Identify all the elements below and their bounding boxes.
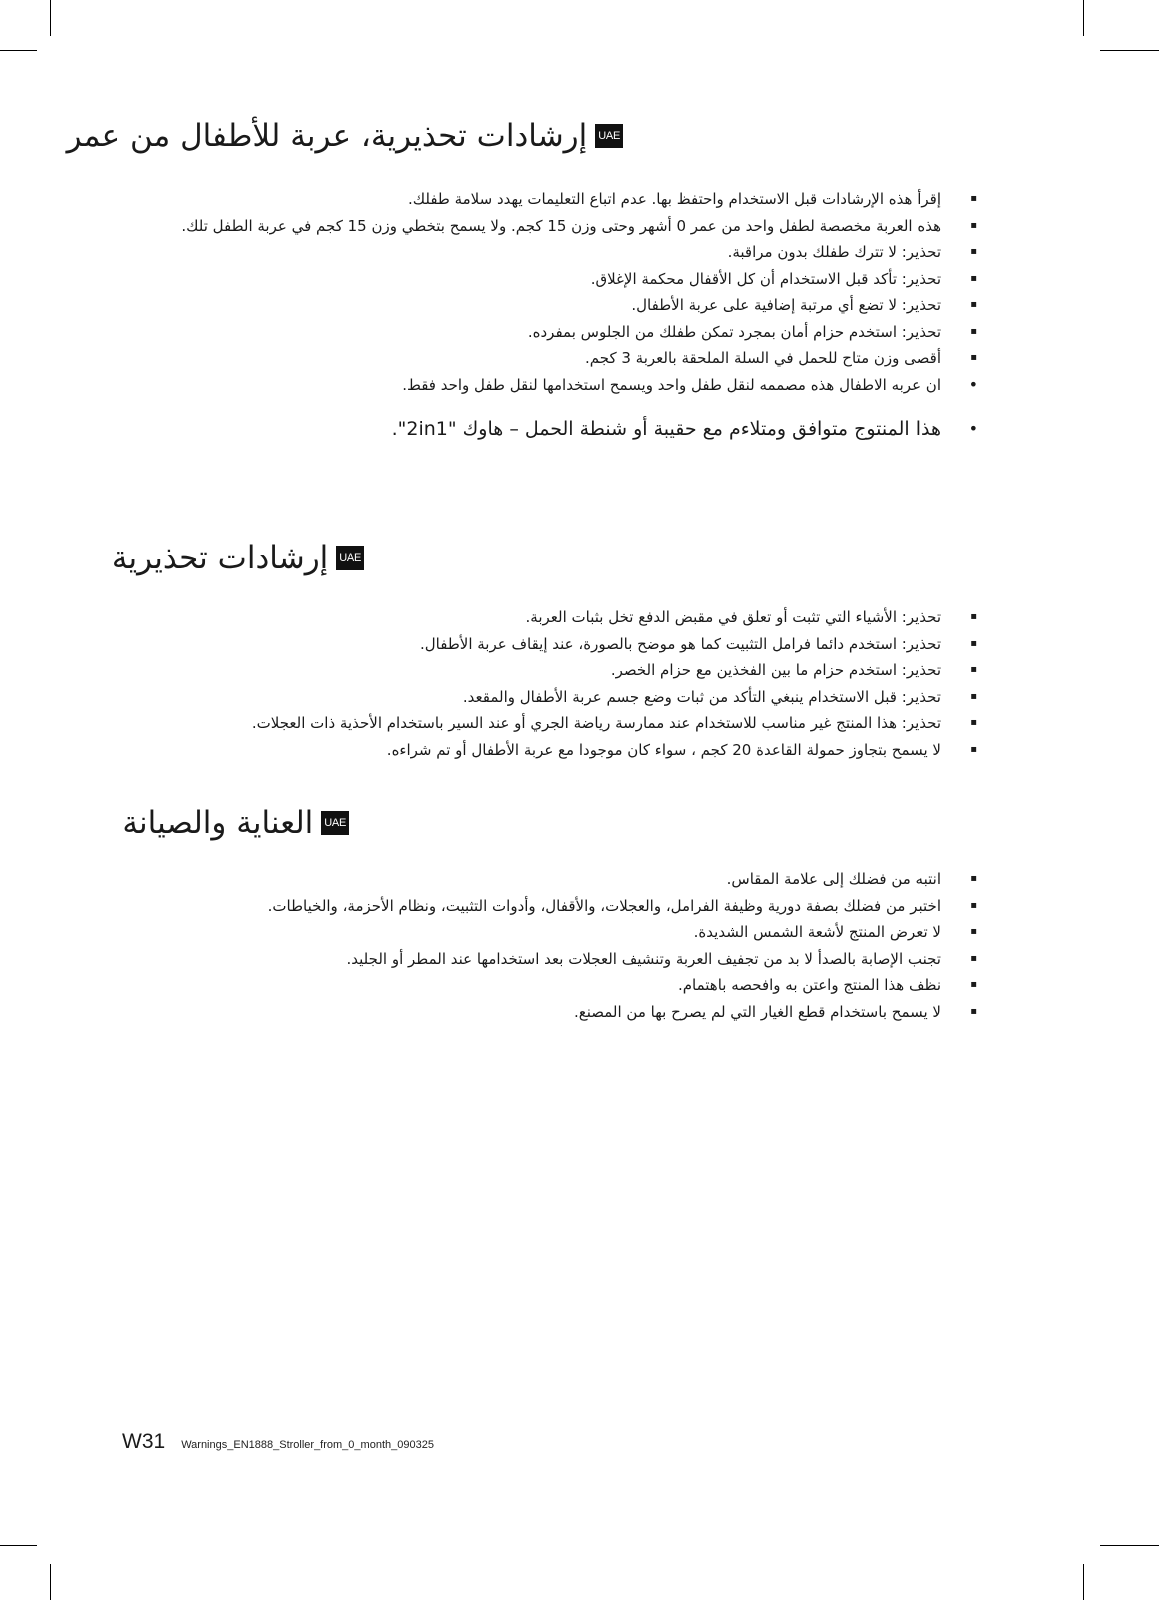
list-item: ▪ تحذير: لا تضع أي مرتبة إضافية على عربة الأطفال. [181,292,981,319]
list-item: ▪ تحذير: قبل الاستخدام ينبغي التأكد من ثبات وضع جسم عربة الأطفال والمقعد. [252,684,981,711]
warning-list [252,604,981,763]
list-item: • ان عربه الاطفال هذه مصممه لنقل طفل واحد ويسمح استخدامها لنقل طفل واحد فقط. [181,372,981,399]
uae-badge: UAE [321,811,349,835]
list-item: ▪ لا يسمح بتجاوز حمولة القاعدة 20 كجم ، سواء كان موجودا مع عربة الأطفال أو تم شراءه. [252,737,981,764]
section-title: العناية والصيانة [122,805,314,841]
list-item: ▪ اختبر من فضلك بصفة دورية وظيفة الفرامل، والعجلات، والأقفال، وأدوات التثبيت، ونظام الأحزمة، والخياطات. [268,893,981,920]
list-item: ▪ هذه العربة مخصصة لطفل واحد من عمر 0 أشهر وحتى وزن 15 كجم. ولا يسمح بتخطي وزن 15 كجم في عربة الطفل تلك. [181,213,981,240]
list-item: ▪ تحذير: استخدم دائما فرامل التثبيت كما هو موضح بالصورة، عند إيقاف عربة الأطفال. [252,631,981,658]
list-item: ▪ أقصى وزن متاح للحمل في السلة الملحقة بالعربة 3 كجم. [181,345,981,372]
crop-mark [0,1545,37,1546]
page-number: W31 [122,1430,166,1453]
crop-mark [1100,1545,1159,1546]
list-item: ▪ تحذير: استخدم حزام ما بين الفخذين مع حزام الخصر. [252,657,981,684]
list-item: ▪ نظف هذا المنتج واعتن به وافحصه باهتمام. [268,972,981,999]
list-item: ▪ تحذير: لا تترك طفلك بدون مراقبة. [181,239,981,266]
list-item: ▪ تحذير: الأشياء التي تثبت أو تعلق في مقبض الدفع تخل بثبات العربة. [252,604,981,631]
list-item: ▪ لا يسمح باستخدام قطع الغيار التي لم يصرح بها من المصنع. [268,999,981,1026]
section-heading [112,540,364,576]
list-item: ▪ إقرأ هذه الإرشادات قبل الاستخدام واحتفظ بها. عدم اتباع التعليمات يهدد سلامة طفلك. [181,186,981,213]
crop-mark [1083,0,1084,36]
uae-badge: UAE [595,124,623,148]
crop-mark [0,50,37,51]
section-heading [122,805,349,841]
uae-badge: UAE [336,546,364,570]
list-item: ▪ تحذير: هذا المنتج غير مناسب للاستخدام عند ممارسة رياضة الجري أو عند السير باستخدام الأحذية ذات العجلات. [252,710,981,737]
list-item: ▪ انتبه من فضلك إلى علامة المقاس. [268,866,981,893]
page-footer [122,1430,434,1454]
crop-mark [50,0,51,36]
warning-list [181,186,981,444]
section-title: إرشادات تحذيرية، عربة للأطفال من عمر [66,118,588,154]
crop-mark [50,1564,51,1600]
list-item: ▪ تجنب الإصابة بالصدأ لا بد من تجفيف العربة وتنشيف العجلات بعد استخدامها عند المطر أو الجليد. [268,946,981,973]
document-code: Warnings_EN1888_Stroller_from_0_month_090325 [181,1439,434,1451]
care-list [268,866,981,1025]
crop-mark [1083,1564,1084,1600]
list-item: ▪ تحذير: استخدم حزام أمان بمجرد تمكن طفلك من الجلوس بمفرده. [181,319,981,346]
section-heading [67,118,623,154]
list-item: ▪ تحذير: تأكد قبل الاستخدام أن كل الأقفال محكمة الإغلاق. [181,266,981,293]
section-title: إرشادات تحذيرية [111,540,329,576]
list-item: • هذا المنتوج متوافق ومتلاءم مع حقيبة أو شنطة الحمل – هاوك "2in1". [181,414,981,444]
crop-mark [1100,50,1159,51]
list-item: ▪ لا تعرض المنتج لأشعة الشمس الشديدة. [268,919,981,946]
